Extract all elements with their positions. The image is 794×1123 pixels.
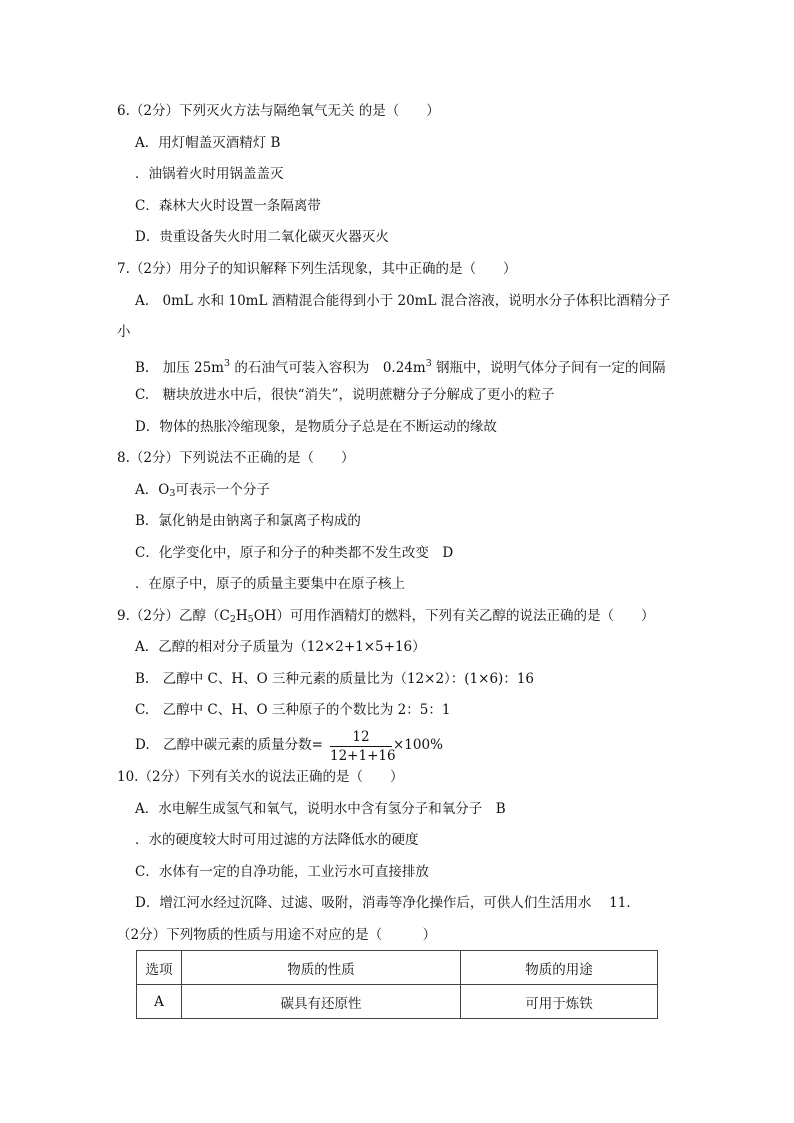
q11-stem: （2分）下列物质的性质与用途不对应的是（ ） bbox=[117, 927, 437, 943]
q9-option-d-suffix: ×100% bbox=[393, 737, 443, 753]
table-cell: 可用于炼铁 bbox=[461, 985, 658, 1019]
q8-option-a: A．$O_3$可表示一个分子 bbox=[135, 482, 270, 499]
q10-option-b: ．水的硬度较大时可用过滤的方法降低水的硬度 bbox=[135, 832, 419, 848]
q7-stem: 7.（2分）用分子的知识解释下列生活现象，其中正确的是（ ） bbox=[117, 261, 517, 277]
q8-stem: 8.（2分）下列说法不正确的是（ ） bbox=[117, 450, 355, 466]
table-header-row bbox=[137, 951, 658, 985]
q8-option-b: B．氯化钠是由钠离子和氯离子构成的 bbox=[135, 513, 361, 529]
q8-option-c: C．化学变化中，原子和分子的种类都不发生改变 D bbox=[135, 545, 454, 561]
q9-option-b: B. 乙醇中 C、H、O 三种元素的质量比为（12×2）：(1×6)：16 bbox=[135, 671, 534, 687]
table-cell: A bbox=[137, 985, 182, 1019]
q6-option-a: A．用灯帽盖灭酒精灯 B bbox=[135, 135, 281, 151]
q6-option-b: ．油锅着火时用锅盖盖灭 bbox=[135, 166, 284, 182]
q9-fraction bbox=[330, 728, 396, 765]
q10-option-a: A．水电解生成氢气和氧气，说明水中含有氢分子和氧分子 B bbox=[135, 801, 506, 817]
q11-table bbox=[136, 950, 658, 1019]
table-header-cell: 选项 bbox=[137, 951, 182, 985]
q9-option-a: A．乙醇的相对分子质量为（12×2+1×5+16） bbox=[135, 639, 426, 655]
q7-option-b: B. 加压 $25m^3$ 的石油气可装入容积为 $0.24m^3$ 钢瓶中，说明气体分子间有一定的间隔 bbox=[135, 358, 666, 376]
q7-option-a: A. 0mL 水和 10mL 酒精混合能得到小于 20mL 混合溶液，说明水分子体积比酒精分子 bbox=[135, 293, 671, 309]
q7-option-d: D．物体的热胀冷缩现象，是物质分子总是在不断运动的缘故 bbox=[135, 419, 497, 435]
q10-option-d: D．增江河水经过沉降、过滤、吸附，消毒等净化操作后，可供人们生活用水 11. bbox=[135, 895, 631, 911]
q6-option-c: C．森林大火时设置一条隔离带 bbox=[135, 198, 321, 214]
q10-stem: 10.（2分）下列有关水的说法正确的是（ ） bbox=[117, 769, 404, 785]
q7-option-a-wrap: 小 bbox=[117, 324, 131, 340]
q6-stem: 6.（2分）下列灭火方法与隔绝氧气无关 的是（ ） bbox=[117, 103, 440, 119]
q9-stem: 9.（2分）乙醇$(C_2H_5OH)$可用作酒精灯的燃料，下列有关乙醇的说法正确的是（ ） bbox=[117, 608, 655, 625]
table-cell: 碳具有还原性 bbox=[182, 985, 461, 1019]
q8-option-d: ．在原子中，原子的质量主要集中在原子核上 bbox=[135, 576, 405, 592]
fraction-denominator: 12+1+16 bbox=[330, 748, 396, 764]
table-row bbox=[137, 985, 658, 1019]
q10-option-c: C．水体有一定的自净功能，工业污水可直接排放 bbox=[135, 864, 429, 880]
table-header-cell: 物质的性质 bbox=[182, 951, 461, 985]
q9-option-c: C. 乙醇中 C、H、O 三种原子的个数比为 2：5：1 bbox=[135, 702, 451, 718]
table-header-cell: 物质的用途 bbox=[461, 951, 658, 985]
q6-option-d: D．贵重设备失火时用二氧化碳灭火器灭火 bbox=[135, 229, 389, 245]
fraction-numerator: 12 bbox=[352, 729, 370, 745]
q9-option-d: D. 乙醇中碳元素的质量分数= bbox=[135, 737, 323, 753]
q7-option-c: C. 糖块放进水中后，很快“消失”，说明蔗糖分子分解成了更小的粒子 bbox=[135, 387, 555, 403]
